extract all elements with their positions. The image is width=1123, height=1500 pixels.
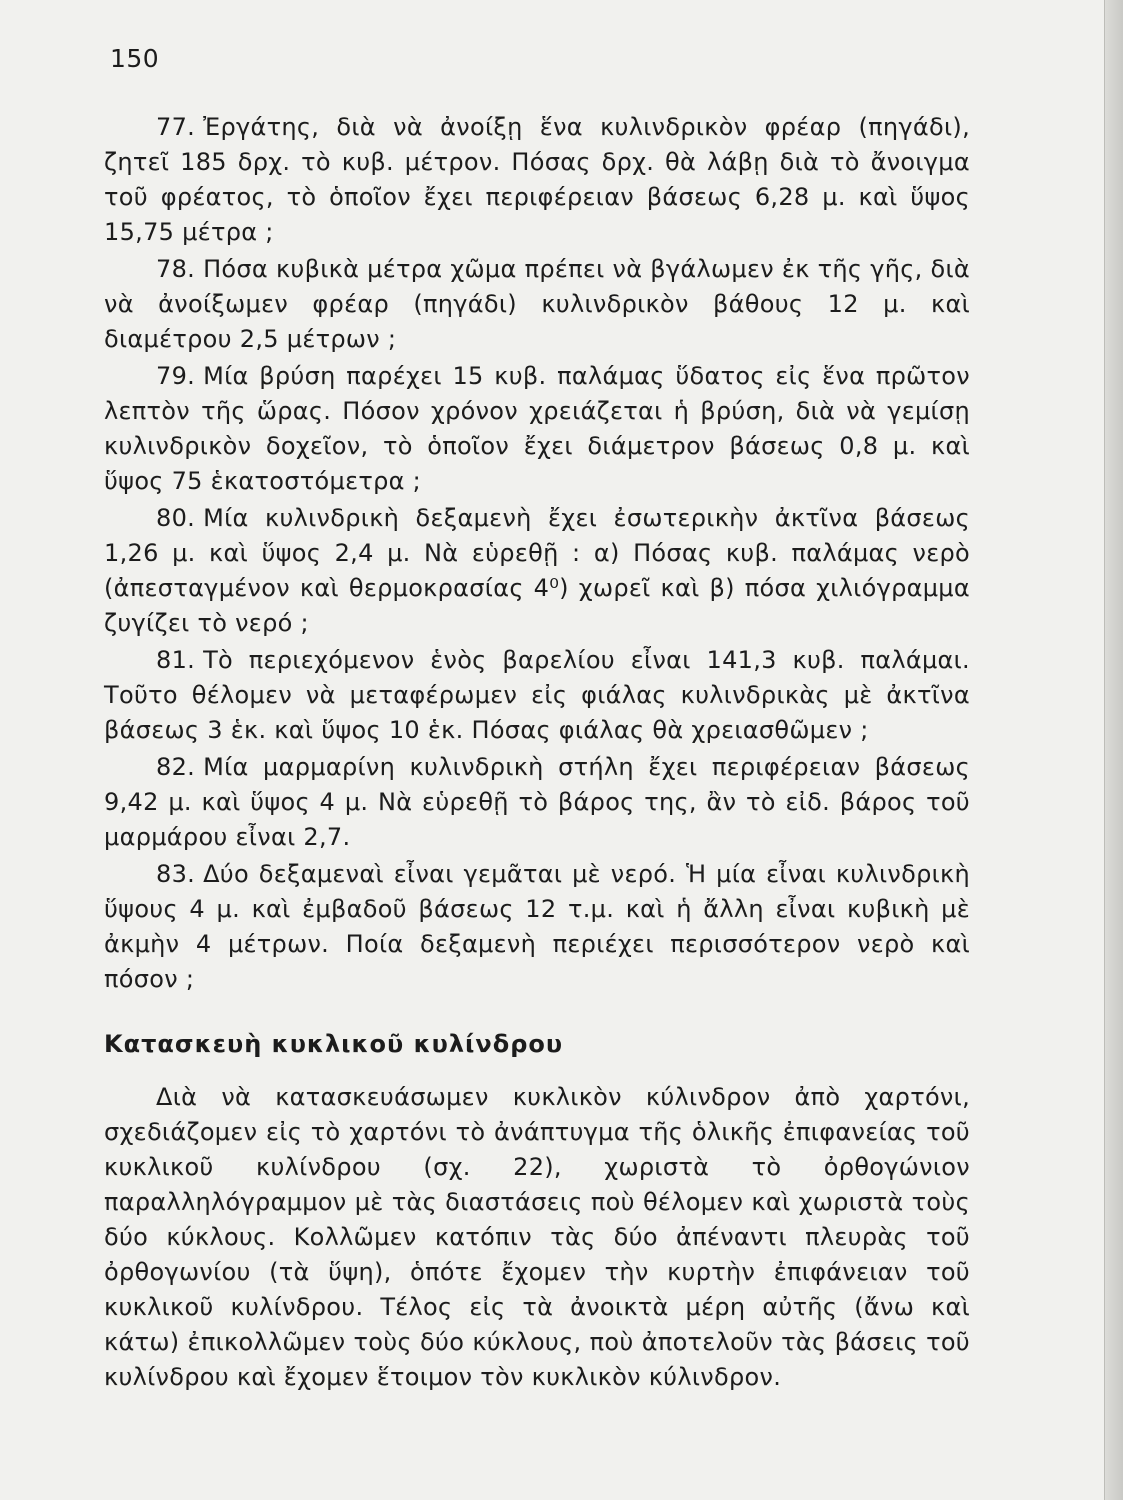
problem-text: Μία μαρμαρίνη κυλινδρικὴ στήλη ἔχει περιφέρειαν βάσεως 9,42 μ. καὶ ὕψος 4 μ. Νὰ εὑρεθῇ τὸ βάρος της, ἂν τὸ εἰδ. βάρος τοῦ μαρμάρου εἶναι 2,7. <box>104 753 970 851</box>
problem-number: 77. <box>156 113 196 141</box>
problem-81 <box>104 643 970 748</box>
problem-number: 80. <box>156 504 196 532</box>
problem-number: 82. <box>156 753 196 781</box>
problem-text: Τὸ περιεχόμενον ἑνὸς βαρελίου εἶναι 141,3 κυβ. παλάμαι. Τοῦτο θέλομεν νὰ μεταφέρωμεν εἰς φιάλας κυλινδρικὰς μὲ ἀκτῖνα βάσεως 3 ἑκ. καὶ ὕψος 10 ἑκ. Πόσας φιάλας θὰ χρειασθῶμεν ; <box>104 646 970 744</box>
problem-text: Πόσα κυβικὰ μέτρα χῶμα πρέπει νὰ βγάλωμεν ἐκ τῆς γῆς, διὰ νὰ ἀνοίξωμεν φρέαρ (πηγάδι) κυλινδρικὸν βάθους 12 μ. καὶ διαμέτρου 2,5 μέτρων ; <box>104 255 970 353</box>
problem-82 <box>104 750 970 855</box>
page-content <box>104 110 970 1395</box>
page-number: 150 <box>110 44 160 73</box>
problem-text: Μία βρύση παρέχει 15 κυβ. παλάμας ὕδατος εἰς ἕνα πρῶτον λεπτὸν τῆς ὥρας. Πόσον χρόνον χρειάζεται ἡ βρύση, διὰ νὰ γεμίσῃ κυλινδρικὸν δοχεῖον, τὸ ὁποῖον ἔχει διάμετρον βάσεως 0,8 μ. καὶ ὕψος 75 ἑκατοστόμετρα ; <box>104 362 970 495</box>
problem-text: Ἐργάτης, διὰ νὰ ἀνοίξῃ ἕνα κυλινδρικὸν φρέαρ (πηγάδι), ζητεῖ 185 δρχ. τὸ κυβ. μέτρον. Πόσας δρχ. θὰ λάβῃ διὰ τὸ ἄνοιγμα τοῦ φρέατος, τὸ ὁποῖον ἔχει περιφέρειαν βάσεως 6,28 μ. καὶ ὕψος 15,75 μέτρα ; <box>104 113 970 246</box>
section-paragraph: Διὰ νὰ κατασκευάσωμεν κυκλικὸν κύλινδρον ἀπὸ χαρτόνι, σχεδιάζομεν εἰς τὸ χαρτόνι τὸ ἀνάπτυγμα τῆς ὁλικῆς ἐπιφανείας τοῦ κυκλικοῦ κυλίνδρου (σχ. 22), χωριστὰ τὸ ὀρθογώνιον παραλληλόγραμμον μὲ τὰς διαστάσεις ποὺ θέλομεν καὶ χωριστὰ τοὺς δύο κύκλους. Κολλῶμεν κατόπιν τὰς δύο ἀπέναντι πλευρὰς τοῦ ὀρθογωνίου (τὰ ὕψη), ὁπότε ἔχομεν τὴν κυρτὴν ἐπιφάνειαν τοῦ κυκλικοῦ κυλίνδρου. Τέλος εἰς τὰ ἀνοικτὰ μέρη αὐτῆς (ἄνω καὶ κάτω) ἐπικολλῶμεν τοὺς δύο κύκλους, ποὺ ἀποτελοῦν τὰς βάσεις τοῦ κυλίνδρου καὶ ἔχομεν ἕτοιμον τὸν κυκλικὸν κύλινδρον. <box>104 1083 970 1391</box>
problem-83 <box>104 857 970 997</box>
problem-80 <box>104 501 970 641</box>
problem-number: 81. <box>156 646 196 674</box>
problem-79 <box>104 359 970 499</box>
section-heading: Κατασκευὴ κυκλικοῦ κυλίνδρου <box>104 1030 564 1058</box>
problem-77 <box>104 110 970 250</box>
problem-number: 83. <box>156 860 196 888</box>
problem-number: 79. <box>156 362 196 390</box>
page-edge <box>1104 0 1123 1500</box>
problem-78 <box>104 252 970 357</box>
problem-text: Μία κυλινδρικὴ δεξαμενὴ ἔχει ἐσωτερικὴν ἀκτῖνα βάσεως 1,26 μ. καὶ ὕψος 2,4 μ. Νὰ εὑρεθῇ : α) Πόσας κυβ. παλάμας νερὸ (ἀπεσταγμένον καὶ θερμοκρασίας 4⁰) χωρεῖ καὶ β) πόσα χιλιόγραμμα ζυγίζει τὸ νερό ; <box>104 504 970 637</box>
problem-number: 78. <box>156 255 196 283</box>
problem-text: Δύο δεξαμεναὶ εἶναι γεμᾶται μὲ νερό. Ἡ μία εἶναι κυλινδρικὴ ὕψους 4 μ. καὶ ἐμβαδοῦ βάσεως 12 τ.μ. καὶ ἡ ἄλλη εἶναι κυβικὴ μὲ ἀκμὴν 4 μέτρων. Ποία δεξαμενὴ περιέχει περισσότερον νερὸ καὶ πόσον ; <box>104 860 970 993</box>
